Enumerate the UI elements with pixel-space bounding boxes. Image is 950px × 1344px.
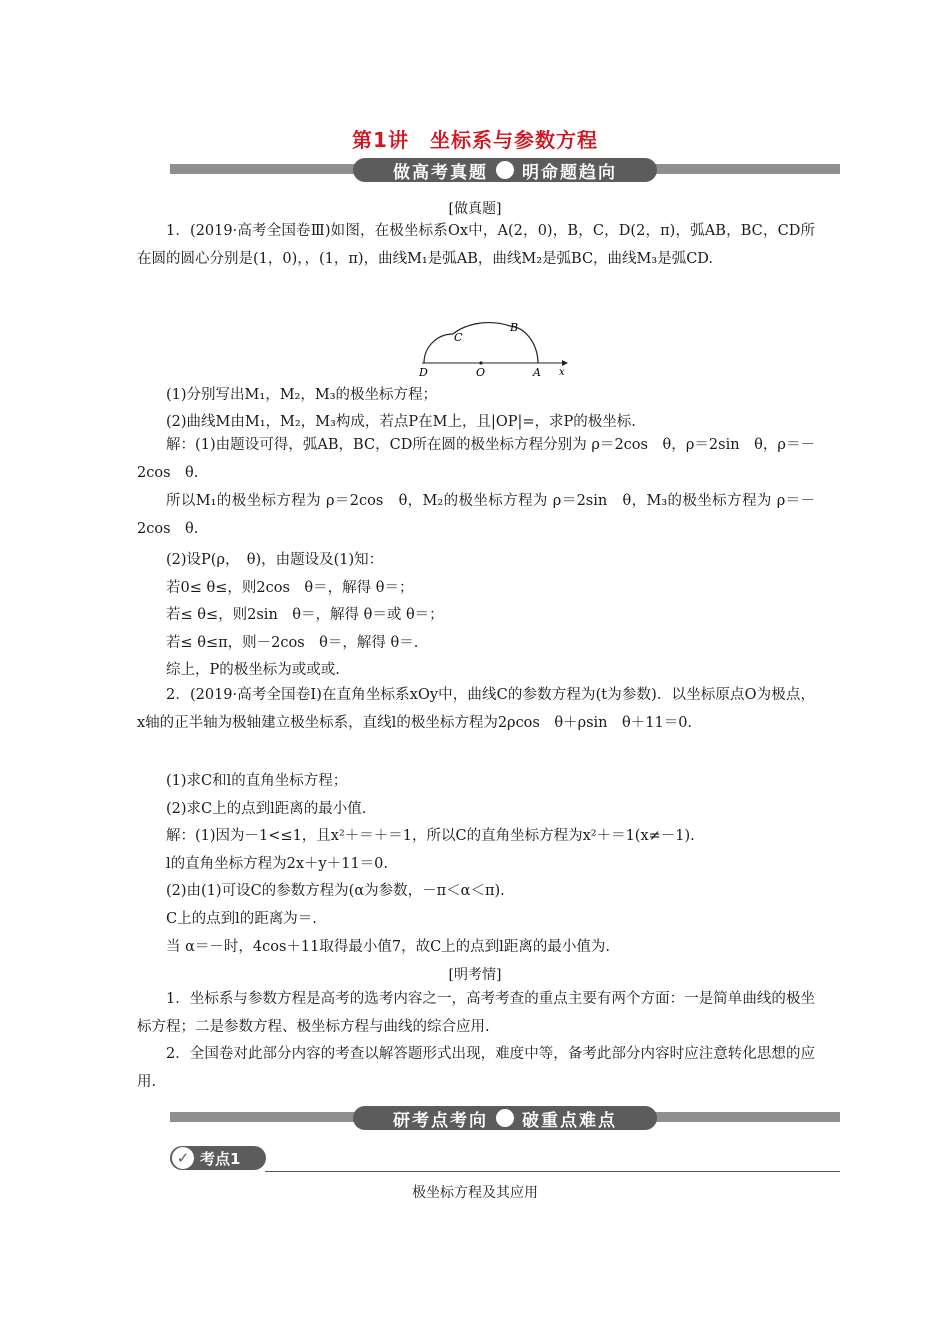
label-a: A xyxy=(533,366,541,379)
label-o: O xyxy=(476,366,486,379)
section-heading-do: [做真题] xyxy=(448,201,502,217)
question-2-1: (1)求C和l的直角坐标方程； xyxy=(166,773,348,789)
banner-left-text: 做高考真题 xyxy=(393,162,488,183)
page-title: 第1讲 坐标系与参数方程 xyxy=(352,128,598,152)
label-b: B xyxy=(510,321,519,334)
polar-figure xyxy=(412,300,572,380)
ampersand-icon: & xyxy=(496,1108,514,1128)
label-c: C xyxy=(454,331,463,344)
topic-title: 极坐标方程及其应用 xyxy=(412,1185,538,1201)
problem-2-text: 2．(2019·高考全国卷Ⅰ)在直角坐标系xOy中，曲线C的参数方程为(t为参数)．以坐标原点O为极点，x轴的正半轴为极轴建立极坐标系，直线l的极坐标方程为2ρcos θ＋ρsin θ＋11＝0. xyxy=(137,687,815,731)
check-icon: ✓ xyxy=(172,1147,194,1169)
problem-1-text: 1．(2019·高考全国卷Ⅲ)如图，在极坐标系Ox中，A(2，0)，B，C，D(2，π)，弧AB，BC，CD所在圆的圆心分别是(1，0)，，(1，π)，曲线M₁是弧AB，曲线M₂是弧BC，曲线M₃是弧CD. xyxy=(137,223,815,267)
kaodian-tag xyxy=(170,1146,266,1170)
banner-pill xyxy=(353,158,657,182)
banner-pill xyxy=(353,1106,657,1130)
question-1-1: (1)分别写出M₁，M₂，M₃的极坐标方程； xyxy=(166,387,438,403)
solution-2-b: l的直角坐标方程为2x＋y＋11＝0. xyxy=(166,856,389,872)
solution-1-a: 解：(1)由题设可得，弧AB，BC，CD所在圆的极坐标方程分别为 ρ＝2cos θ，ρ＝2sin θ，ρ＝－2cos θ. xyxy=(137,437,815,481)
ampersand-icon: & xyxy=(496,160,514,180)
kaodian-label: 考点1 xyxy=(200,1149,241,1168)
axis-arrow-icon xyxy=(562,360,568,366)
solution-step-4: 若≤ θ≤π，则－2cos θ＝，解得 θ＝. xyxy=(166,635,419,651)
arc-cd xyxy=(424,334,453,363)
solution-2-c: (2)由(1)可设C的参数方程为(α为参数，－π＜α＜π). xyxy=(166,883,505,899)
solution-2-a: 解：(1)因为－1<≤1，且x²＋＝＋＝1，所以C的直角坐标方程为x²＋＝1(x≠－1). xyxy=(166,828,695,844)
banner-right-text: 明命题趋向 xyxy=(522,162,617,183)
kaodian-rule xyxy=(265,1171,840,1172)
solution-step-5: 综上，P的极坐标为或或或. xyxy=(166,662,340,678)
kaodian-header xyxy=(170,1144,840,1172)
solution-2-e: 当 α＝－时，4cos＋11取得最小值7，故C上的点到l距离的最小值为. xyxy=(166,939,610,955)
solution-1-b: 所以M₁的极坐标方程为 ρ＝2cos θ，M₂的极坐标方程为 ρ＝2sin θ，M₃的极坐标方程为 ρ＝－2cos θ. xyxy=(137,493,815,537)
solution-step-2: 若0≤ θ≤，则2cos θ＝，解得 θ＝； xyxy=(166,580,414,596)
origin-dot xyxy=(479,361,482,364)
label-d: D xyxy=(419,366,428,379)
question-2-2: (2)求C上的点到l距离的最小值. xyxy=(166,801,367,817)
trend-2: 2．全国卷对此部分内容的考查以解答题形式出现，难度中等，备考此部分内容时应注意转化思想的应用. xyxy=(137,1046,815,1090)
section-banner-study xyxy=(170,1106,840,1130)
solution-2-d: C上的点到l的距离为＝. xyxy=(166,911,317,927)
question-1-2: (2)曲线M由M₁，M₂，M₃构成，若点P在M上，且|OP|=，求P的极坐标. xyxy=(166,414,636,430)
solution-step-3: 若≤ θ≤，则2sin θ＝，解得 θ＝或 θ＝； xyxy=(166,607,444,623)
solution-step-1: (2)设P(ρ， θ)，由题设及(1)知： xyxy=(166,552,384,568)
section-heading-trend: [明考情] xyxy=(448,967,502,983)
label-x: x xyxy=(559,367,565,378)
trend-1: 1．坐标系与参数方程是高考的选考内容之一，高考考查的重点主要有两个方面：一是简单曲线的极坐标方程；二是参数方程、极坐标方程与曲线的综合应用. xyxy=(137,991,815,1035)
banner-right-text: 破重点难点 xyxy=(522,1110,617,1131)
section-banner-exam xyxy=(170,158,840,182)
banner-left-text: 研考点考向 xyxy=(393,1110,488,1131)
